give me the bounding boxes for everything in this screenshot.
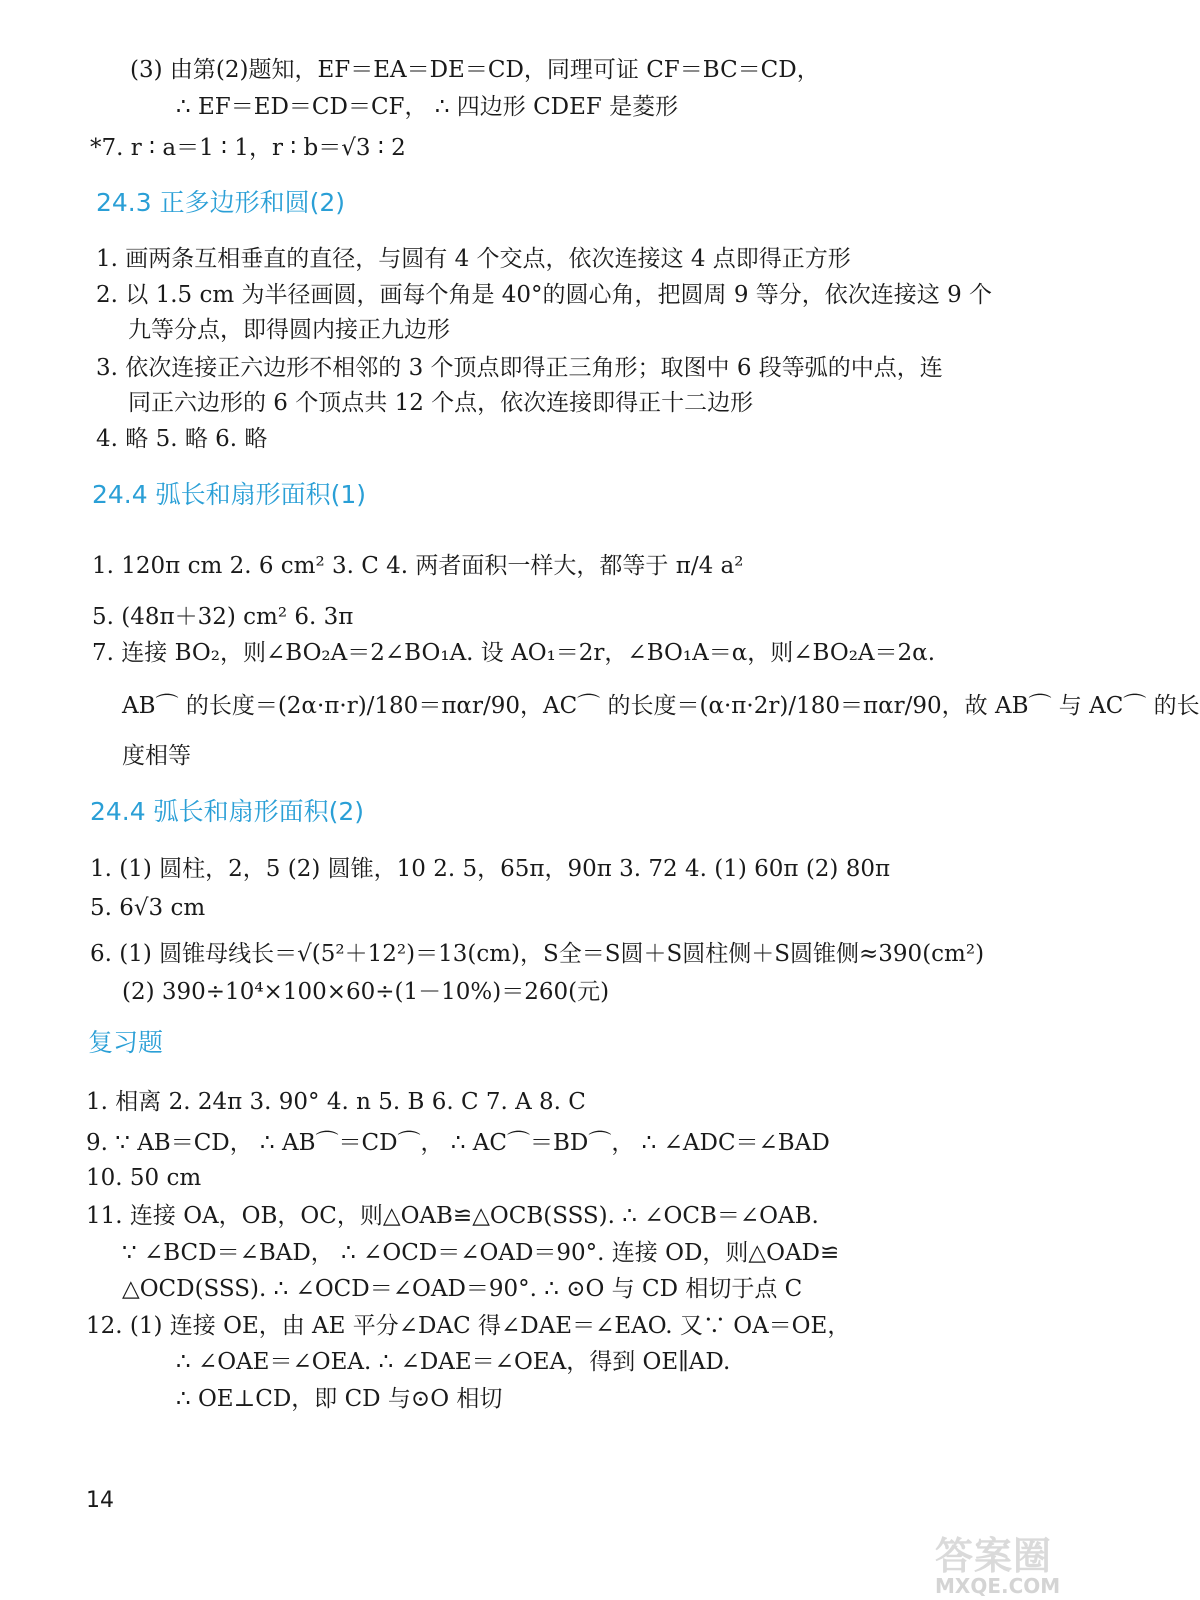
line-l10: 1. 120π cm 2. 6 cm² 3. C 4. 两者面积一样大，都等于 π/4 a² (92, 553, 744, 579)
line-l5: 2. 以 1.5 cm 为半径画圆，画每个角是 40°的圆心角，把圆周 9 等分，依次连接这 9 个 (96, 282, 993, 308)
section-heading-24-3: 24.3 正多边形和圆(2) (96, 188, 346, 217)
line-l6: 九等分点，即得圆内接正九边形 (128, 317, 450, 343)
line-l25: 12. (1) 连接 OE，由 AE 平分∠DAC 得∠DAE＝∠EAO. 又∵ OA＝OE， (86, 1313, 851, 1339)
watermark-logo: 答案圈 (935, 1534, 1053, 1578)
line-l16: 5. 6√3 cm (90, 895, 206, 921)
line-l18: (2) 390÷10⁴×100×60÷(1－10%)＝260(元) (122, 979, 610, 1005)
line-l3: *7. r ∶ a＝1 ∶ 1，r ∶ b＝√3 ∶ 2 (90, 135, 406, 161)
line-l14: 度相等 (122, 743, 191, 769)
line-l22: 11. 连接 OA，OB，OC，则△OAB≌△OCB(SSS). ∴ ∠OCB＝∠OAB. (86, 1203, 819, 1229)
line-l27: ∴ OE⊥CD，即 CD 与⊙O 相切 (176, 1386, 503, 1412)
line-l4: 1. 画两条互相垂直的直径，与圆有 4 个交点，依次连接这 4 点即得正方形 (96, 246, 851, 272)
line-l7: 3. 依次连接正六边形不相邻的 3 个顶点即得正三角形；取图中 6 段等弧的中点，连 (96, 355, 943, 381)
line-l2: ∴ EF＝ED＝CD＝CF， ∴ 四边形 CDEF 是菱形 (176, 94, 679, 120)
line-l19: 1. 相离 2. 24π 3. 90° 4. n 5. B 6. C 7. A 8. C (86, 1089, 586, 1115)
line-l17: 6. (1) 圆锥母线长＝√(5²＋12²)＝13(cm)，S全＝S圆＋S圆柱侧＋S圆锥侧≈390(cm²) (90, 941, 985, 967)
line-l24: △OCD(SSS). ∴ ∠OCD＝∠OAD＝90°. ∴ ⊙O 与 CD 相切于点 C (122, 1276, 803, 1302)
line-l13: AB⌒ 的长度＝(2α·π·r)/180＝παr/90，AC⌒ 的长度＝(α·π·2r)/180＝παr/90，故 AB⌒ 与 AC⌒ 的长 (122, 693, 1200, 719)
line-l9: 4. 略 5. 略 6. 略 (96, 426, 268, 452)
line-l20: 9. ∵ AB＝CD， ∴ AB⌒＝CD⌒， ∴ AC⌒＝BD⌒， ∴ ∠ADC＝∠BAD (86, 1130, 830, 1156)
line-l15: 1. (1) 圆柱，2，5 (2) 圆锥，10 2. 5，65π，90π 3. 72 4. (1) 60π (2) 80π (90, 856, 891, 882)
line-l8: 同正六边形的 6 个顶点共 12 个点，依次连接即得正十二边形 (128, 390, 754, 416)
watermark (935, 1525, 1070, 1598)
line-l23: ∵ ∠BCD＝∠BAD， ∴ ∠OCD＝∠OAD＝90°. 连接 OD，则△OAD≌ (122, 1240, 840, 1266)
line-l12: 7. 连接 BO₂，则∠BO₂A＝2∠BO₁A. 设 AO₁＝2r，∠BO₁A＝α，则∠BO₂A＝2α. (92, 640, 936, 666)
line-l1: (3) 由第(2)题知，EF＝EA＝DE＝CD，同理可证 CF＝BC＝CD， (130, 57, 820, 83)
section-heading-24-4-2: 24.4 弧长和扇形面积(2) (90, 797, 365, 826)
watermark-url: MXQE.COM (935, 1574, 1061, 1598)
line-l26: ∴ ∠OAE＝∠OEA. ∴ ∠DAE＝∠OEA，得到 OE∥AD. (176, 1349, 731, 1375)
line-l11: 5. (48π＋32) cm² 6. 3π (92, 604, 354, 630)
section-heading-review: 复习题 (88, 1028, 164, 1057)
section-heading-24-4-1: 24.4 弧长和扇形面积(1) (92, 480, 367, 509)
page-number: 14 (86, 1488, 114, 1513)
line-l21: 10. 50 cm (86, 1165, 202, 1191)
